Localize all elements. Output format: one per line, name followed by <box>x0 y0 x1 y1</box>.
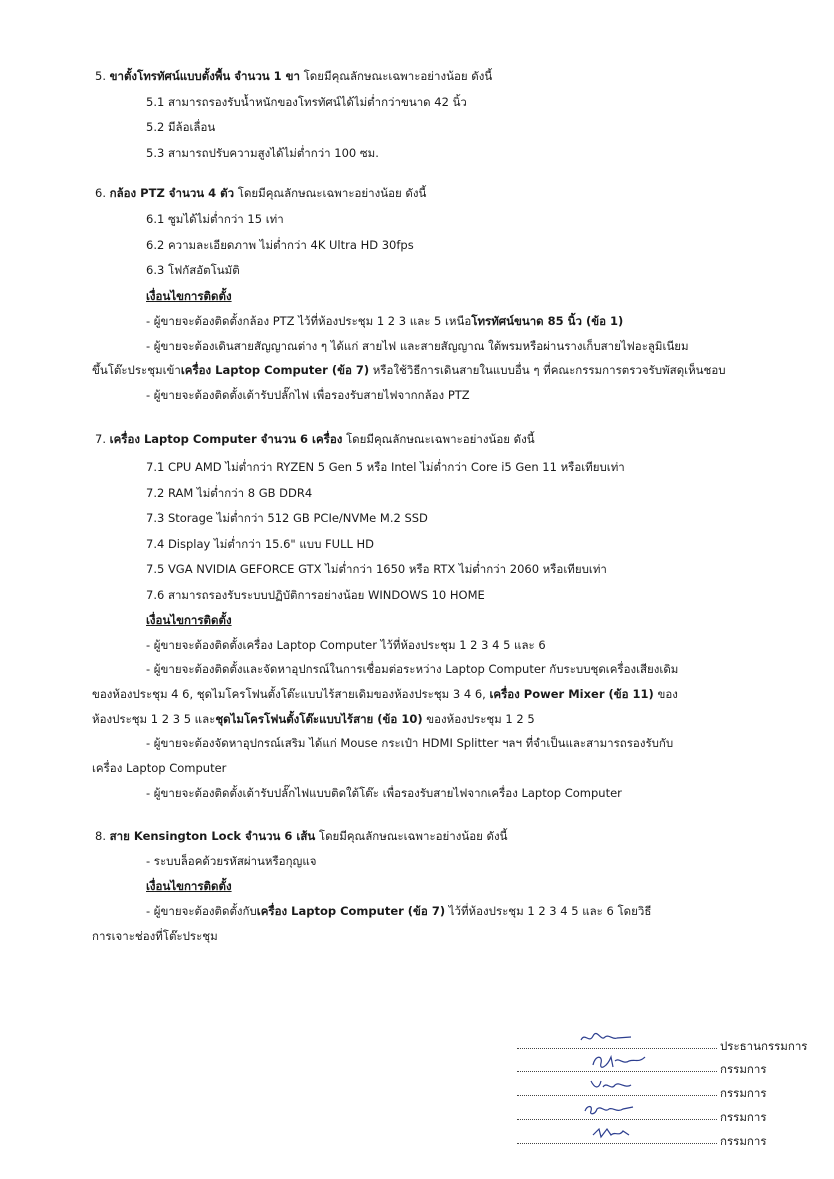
handwritten-signature <box>581 1099 641 1119</box>
signature-role: กรรมการ <box>720 1134 767 1148</box>
condition-bold-text: เครื่อง Laptop Computer (ข้อ 7) <box>256 904 446 918</box>
installation-conditions-title: เงื่อนไขการติดตั้ง <box>146 613 232 627</box>
condition-text: หรือใช้วิธีการเดินสายในแบบอื่น ๆ ที่คณะกรรมการตรวจรับพัสดุเห็นชอบ <box>369 363 726 377</box>
condition-bold-text: โทรทัศน์ขนาด 85 นิ้ว (ข้อ 1) <box>471 314 624 328</box>
section-title: เครื่อง Laptop Computer จำนวน 6 เครื่อง <box>109 432 343 446</box>
section-number: 8. <box>95 829 110 843</box>
condition-line <box>92 711 535 727</box>
condition-line: การเจาะช่องที่โต๊ะประชุม <box>92 929 218 943</box>
signature-row <box>517 1133 817 1157</box>
condition-line <box>146 903 651 919</box>
condition-line: - ผู้ขายจะต้องติดตั้งเต้ารับปลั๊กไฟ เพื่อรองรับสายไฟจากกล้อง PTZ <box>146 388 470 402</box>
condition-line: - ผู้ขายจะต้องติดตั้งเต้ารับปลั๊กไฟแบบติดใต้โต๊ะ เพื่อรองรับสายไฟจากเครื่อง Laptop Computer <box>146 786 622 800</box>
signature-role: ประธานกรรมการ <box>720 1039 808 1053</box>
section-intro: โดยมีคุณลักษณะเฉพาะอย่างน้อย ดังนี้ <box>342 432 535 446</box>
handwritten-signature <box>589 1051 649 1071</box>
spec-item: 7.1 CPU AMD ไม่ต่ำกว่า RYZEN 5 Gen 5 หรือ Intel ไม่ต่ำกว่า Core i5 Gen 11 หรือเทียบเท่า <box>146 460 625 474</box>
condition-text: - ผู้ขายจะต้องติดตั้งกล้อง PTZ ไว้ที่ห้องประชุม 1 2 3 และ 5 เหนือ <box>146 314 472 328</box>
spec-item: - ระบบล็อคด้วยรหัสผ่านหรือกุญแจ <box>146 854 317 868</box>
signature-row <box>517 1109 817 1133</box>
section-8-heading <box>95 828 507 844</box>
condition-line <box>146 313 623 329</box>
condition-line: เครื่อง Laptop Computer <box>92 761 227 775</box>
condition-text: ขึ้นโต๊ะประชุมเข้า <box>92 363 181 377</box>
condition-line: - ผู้ขายจะต้องเดินสายสัญญาณต่าง ๆ ได้แก่ สายไฟ และสายสัญญาณ ใต้พรมหรือผ่านรางเก็บสายไฟอะลูมิเนียม <box>146 339 689 353</box>
condition-line: - ผู้ขายจะต้องจัดหาอุปกรณ์เสริม ได้แก่ Mouse กระเป๋า HDMI Splitter ฯลฯ ที่จำเป็นและสามารถรองรับกับ <box>146 736 674 750</box>
signature-line <box>517 1141 717 1144</box>
spec-item: 7.6 สามารถรองรับระบบปฏิบัติการอย่างน้อย WINDOWS 10 HOME <box>146 588 485 602</box>
condition-text: ห้องประชุม 1 2 3 5 และ <box>92 712 216 726</box>
signature-line <box>517 1117 717 1120</box>
condition-text: - ผู้ขายจะต้องติดตั้งกับ <box>146 904 257 918</box>
spec-item: 5.2 มีล้อเลื่อน <box>146 120 216 134</box>
signature-line <box>517 1069 717 1072</box>
installation-conditions-title: เงื่อนไขการติดตั้ง <box>146 879 232 893</box>
condition-bold-text: เครื่อง Power Mixer (ข้อ 11) <box>489 687 654 701</box>
signature-role: กรรมการ <box>720 1062 767 1076</box>
signature-role: กรรมการ <box>720 1110 767 1124</box>
section-intro: โดยมีคุณลักษณะเฉพาะอย่างน้อย ดังนี้ <box>299 69 493 83</box>
spec-item: 5.1 สามารถรองรับน้ำหนักของโทรทัศน์ได้ไม่ต่ำกว่าขนาด 42 นิ้ว <box>146 95 467 109</box>
spec-item: 7.2 RAM ไม่ต่ำกว่า 8 GB DDR4 <box>146 486 313 500</box>
section-number: 6. <box>95 186 110 200</box>
spec-item: 7.3 Storage ไม่ต่ำกว่า 512 GB PCIe/NVMe M.2 SSD <box>146 511 428 525</box>
condition-bold-text: เครื่อง Laptop Computer (ข้อ 7) <box>180 363 370 377</box>
condition-text: ไว้ที่ห้องประชุม 1 2 3 4 5 และ 6 โดยวิธี <box>445 904 652 918</box>
section-7-heading <box>95 431 535 447</box>
section-number: 5. <box>95 69 110 83</box>
installation-conditions-title: เงื่อนไขการติดตั้ง <box>146 289 232 303</box>
signature-role: กรรมการ <box>720 1086 767 1100</box>
condition-line: - ผู้ขายจะต้องติดตั้งเครื่อง Laptop Computer ไว้ที่ห้องประชุม 1 2 3 4 5 และ 6 <box>146 638 546 652</box>
section-intro: โดยมีคุณลักษณะเฉพาะอย่างน้อย ดังนี้ <box>315 829 508 843</box>
handwritten-signature <box>577 1028 637 1048</box>
spec-item: 6.2 ความละเอียดภาพ ไม่ต่ำกว่า 4K Ultra HD 30fps <box>146 238 414 252</box>
section-title: ขาตั้งโทรทัศน์แบบตั้งพื้น จำนวน 1 ขา <box>109 69 300 83</box>
condition-text: ของห้องประชุม 1 2 5 <box>422 712 535 726</box>
condition-line <box>92 362 726 378</box>
section-intro: โดยมีคุณลักษณะเฉพาะอย่างน้อย ดังนี้ <box>234 186 427 200</box>
signature-row <box>517 1038 817 1062</box>
condition-bold-text: ชุดไมโครโฟนตั้งโต๊ะแบบไร้สาย (ข้อ 10) <box>215 712 423 726</box>
section-title: สาย Kensington Lock จำนวน 6 เส้น <box>109 829 316 843</box>
section-6-heading <box>95 185 426 201</box>
spec-item: 6.3 โฟกัสอัตโนมัติ <box>146 263 240 277</box>
condition-text: ของ <box>653 687 678 701</box>
section-title: กล้อง PTZ จำนวน 4 ตัว <box>109 186 235 200</box>
spec-item: 7.5 VGA NVIDIA GEFORCE GTX ไม่ต่ำกว่า 1650 หรือ RTX ไม่ต่ำกว่า 2060 หรือเทียบเท่า <box>146 562 607 576</box>
spec-item: 5.3 สามารถปรับความสูงได้ไม่ต่ำกว่า 100 ซม. <box>146 146 379 160</box>
section-number: 7. <box>95 432 110 446</box>
condition-line: - ผู้ขายจะต้องติดตั้งและจัดหาอุปกรณ์ในการเชื่อมต่อระหว่าง Laptop Computer กับระบบชุดเครื่องเสียงเดิม <box>146 662 679 676</box>
handwritten-signature <box>589 1123 649 1143</box>
spec-item: 6.1 ซูมได้ไม่ต่ำกว่า 15 เท่า <box>146 212 284 226</box>
section-5-heading <box>95 68 492 84</box>
signature-line <box>517 1046 717 1049</box>
signature-line <box>517 1093 717 1096</box>
signature-row <box>517 1061 817 1085</box>
spec-item: 7.4 Display ไม่ต่ำกว่า 15.6" แบบ FULL HD <box>146 537 375 551</box>
handwritten-signature <box>585 1075 645 1095</box>
condition-text: ของห้องประชุม 4 6, ชุดไมโครโฟนตั้งโต๊ะแบบไร้สายเดิมของห้องประชุม 3 4 6, <box>92 687 490 701</box>
signature-row <box>517 1085 817 1109</box>
condition-line <box>92 686 678 702</box>
